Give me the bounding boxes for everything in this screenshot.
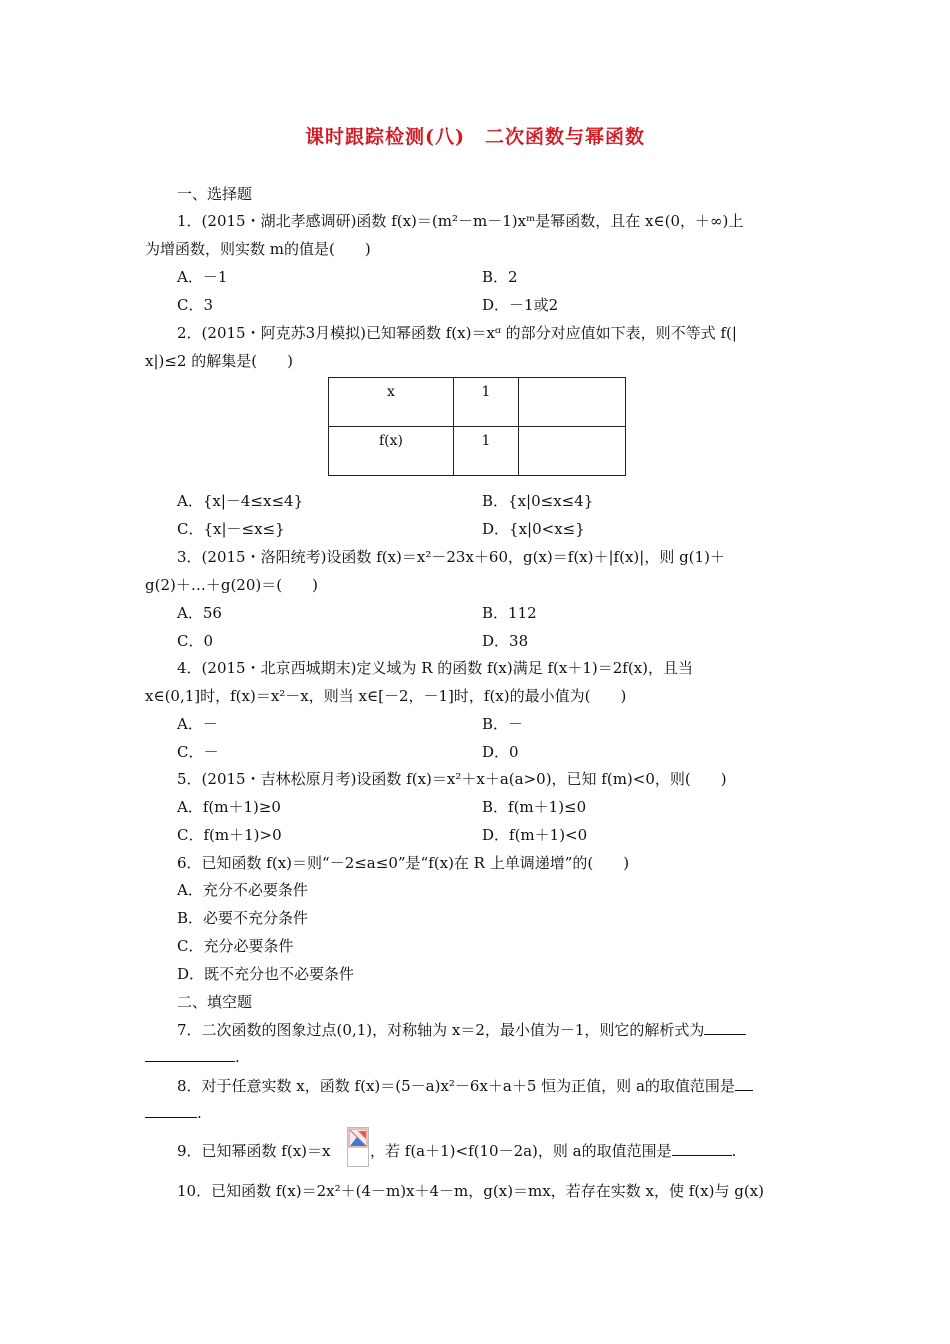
q4-option-c: C．－ bbox=[177, 743, 219, 761]
q3-option-a: A．56 bbox=[177, 604, 222, 622]
q1-option-d: D．－1或2 bbox=[482, 296, 559, 314]
q8-line1 bbox=[177, 1075, 753, 1096]
q1-line2: 为增函数，则实数 m的值是( ) bbox=[145, 240, 371, 258]
q2-option-b: B．{x|0≤x≤4} bbox=[482, 492, 594, 510]
table-row bbox=[329, 378, 626, 427]
q8-text: 8．对于任意实数 x，函数 f(x)＝(5－a)x²－6x＋a＋5 恒为正值，则 a的取值范围是 bbox=[177, 1077, 735, 1095]
q7-text: 7．二次函数的图象过点(0,1)，对称轴为 x＝2，最小值为－1，则它的解析式为 bbox=[177, 1021, 705, 1039]
q5-line1: 5．(2015・吉林松原月考)设函数 f(x)＝x²＋x＋a(a>0)，已知 f(m)<0，则( ) bbox=[177, 770, 727, 788]
answer-blank bbox=[145, 1103, 197, 1118]
answer-blank bbox=[704, 1020, 746, 1035]
q6-option-d: D．既不充分也不必要条件 bbox=[177, 965, 355, 983]
q9-text: ，若 f(a＋1)<f(10－2a)，则 a的取值范围是 bbox=[370, 1142, 672, 1160]
q10-line1: 10．已知函数 f(x)＝2x²＋(4－m)x＋4－m，g(x)＝mx，若存在实数 x，使 f(x)与 g(x) bbox=[177, 1182, 764, 1200]
q5-option-d: D．f(m＋1)<0 bbox=[482, 826, 588, 844]
q9-line-prefix: 9．已知幂函数 f(x)＝x bbox=[177, 1142, 331, 1160]
q6-line1: 6．已知函数 f(x)＝则“－2≤a≤0”是“f(x)在 R 上单调递增”的( ) bbox=[177, 854, 630, 872]
page-title: 课时跟踪检测(八) 二次函数与幂函数 bbox=[305, 126, 645, 148]
q4-line1: 4．(2015・北京西城期末)定义域为 R 的函数 f(x)满足 f(x＋1)＝2f(x)，且当 bbox=[177, 659, 694, 677]
answer-blank bbox=[735, 1076, 753, 1091]
value-table bbox=[328, 377, 626, 476]
table-cell: 1 bbox=[454, 378, 519, 427]
q6-option-a: A．充分不必要条件 bbox=[177, 881, 308, 899]
q8-period: . bbox=[197, 1104, 202, 1122]
answer-blank bbox=[145, 1047, 235, 1062]
q6-option-c: C．充分必要条件 bbox=[177, 937, 294, 955]
q5-option-c: C．f(m＋1)>0 bbox=[177, 826, 282, 844]
section-fill-heading: 二、填空题 bbox=[177, 993, 253, 1011]
q2-option-c: C．{x|－≤x≤} bbox=[177, 520, 285, 538]
q3-option-c: C．0 bbox=[177, 632, 214, 650]
q2-option-d: D．{x|0<x≤} bbox=[482, 520, 585, 538]
table-row bbox=[329, 427, 626, 476]
q6-option-b: B．必要不充分条件 bbox=[177, 909, 309, 927]
q2-line2: x|)≤2 的解集是( ) bbox=[145, 352, 293, 370]
table-cell bbox=[519, 427, 626, 476]
answer-blank bbox=[672, 1141, 732, 1156]
q5-option-b: B．f(m＋1)≤0 bbox=[482, 798, 587, 816]
q9-period: . bbox=[731, 1142, 737, 1160]
q4-option-b: B．－ bbox=[482, 715, 524, 733]
broken-image-icon bbox=[347, 1127, 369, 1167]
q1-option-b: B．2 bbox=[482, 268, 518, 286]
q4-line2: x∈(0,1]时，f(x)＝x²－x，则当 x∈[－2，－1]时，f(x)的最小值为( ) bbox=[145, 687, 627, 705]
q9-line-rest bbox=[370, 1140, 736, 1161]
q7-period: . bbox=[235, 1048, 240, 1066]
table-cell: 1 bbox=[454, 427, 519, 476]
q2-line1: 2．(2015・阿克苏3月模拟)已知幂函数 f(x)＝xᵅ 的部分对应值如下表，则不等式 f(| bbox=[177, 324, 737, 342]
q4-option-d: D．0 bbox=[482, 743, 519, 761]
q3-line1: 3．(2015・洛阳统考)设函数 f(x)＝x²－23x＋60，g(x)＝f(x)＋|f(x)|，则 g(1)＋ bbox=[177, 548, 725, 566]
table-cell bbox=[519, 378, 626, 427]
q5-option-a: A．f(m＋1)≥0 bbox=[177, 798, 281, 816]
q3-option-d: D．38 bbox=[482, 632, 529, 650]
q1-line1: 1．(2015・湖北孝感调研)函数 f(x)＝(m²－m－1)xᵐ是幂函数，且在 x∈(0，＋∞)上 bbox=[177, 212, 744, 230]
q1-option-a: A．－1 bbox=[177, 268, 228, 286]
section-choice-heading: 一、选择题 bbox=[177, 185, 253, 203]
q2-option-a: A．{x|－4≤x≤4} bbox=[177, 492, 304, 510]
q3-option-b: B．112 bbox=[482, 604, 537, 622]
table-cell: f(x) bbox=[329, 427, 454, 476]
q7-line2 bbox=[145, 1047, 240, 1066]
q4-option-a: A．－ bbox=[177, 715, 218, 733]
q1-option-c: C．3 bbox=[177, 296, 214, 314]
q3-line2: g(2)＋…＋g(20)＝( ) bbox=[145, 576, 318, 594]
q7-line1 bbox=[177, 1019, 746, 1040]
table-cell: x bbox=[329, 378, 454, 427]
q8-line2 bbox=[145, 1103, 202, 1122]
